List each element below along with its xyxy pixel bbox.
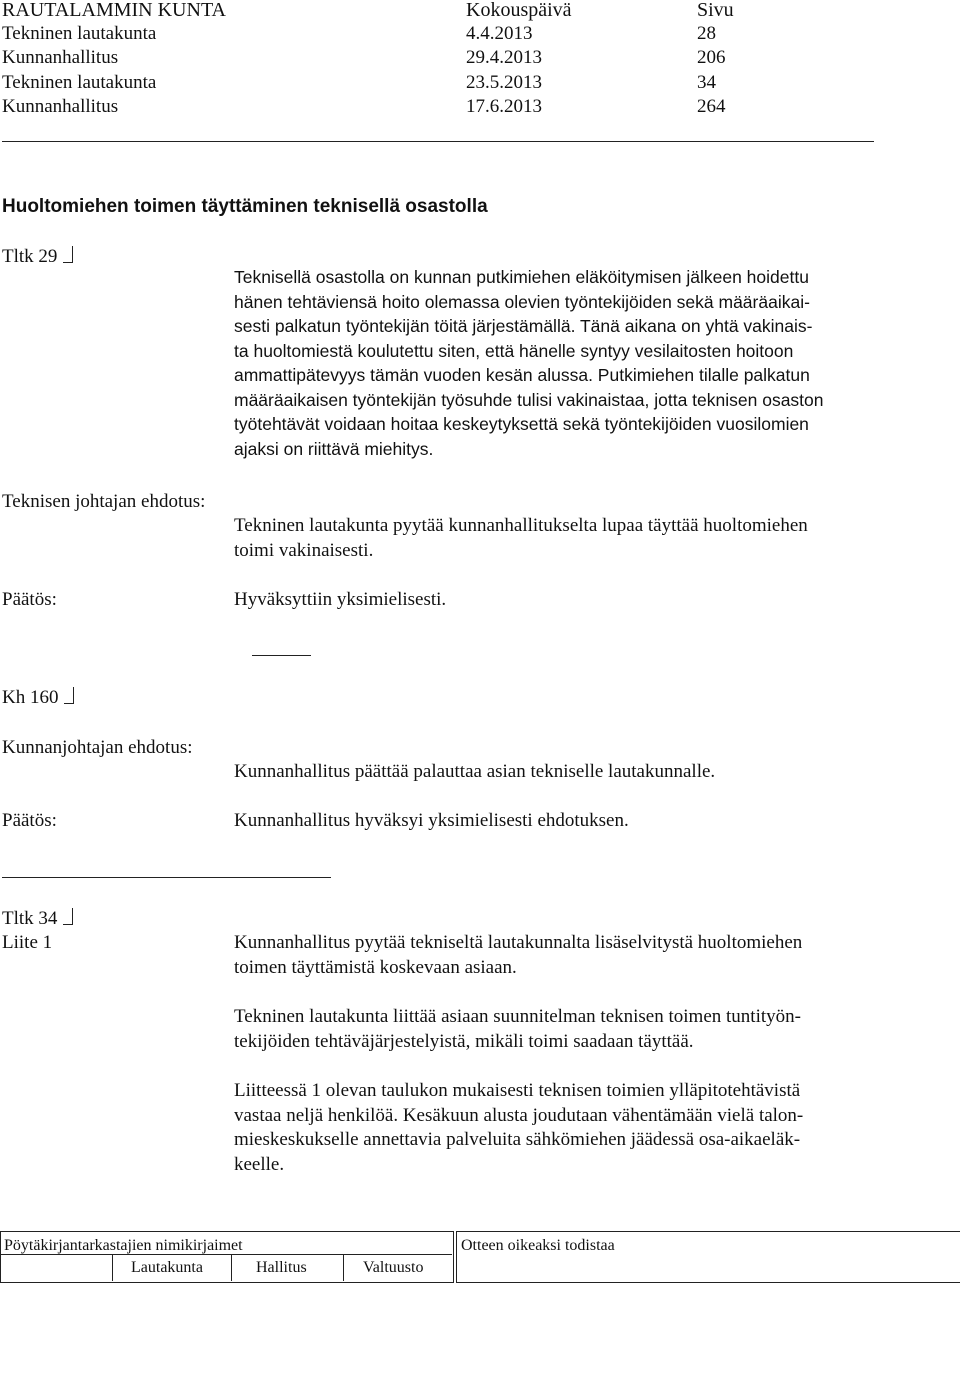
section-ref-tltk34 bbox=[2, 907, 73, 931]
section-mark-icon bbox=[64, 687, 74, 704]
org-name: RAUTALAMMIN KUNTA bbox=[2, 0, 227, 21]
sec1-proposal-label: Teknisen johtajan ehdotus: bbox=[2, 491, 206, 512]
sec3-paragraph-3 bbox=[234, 1079, 803, 1177]
header-row-body: Kunnanhallitus bbox=[2, 47, 119, 68]
footer-col-valtuusto: Valtuusto bbox=[363, 1259, 424, 1276]
para-line: ta huoltomiestä koulutettu siten, että hänelle syntyy vesilaitosten hoitoon bbox=[234, 340, 794, 361]
sec1-proposal bbox=[234, 514, 808, 563]
sec1-paragraph bbox=[234, 265, 824, 461]
section-ref-label: Tltk 29 bbox=[2, 246, 58, 267]
section-ref-kh160 bbox=[2, 686, 74, 710]
para-line: mieskeskukselle annettavia palveluita sähkömiehen jäädessä osa-aikaeläk- bbox=[234, 1129, 801, 1150]
para-line: määräaikaisen työntekijän työsuhde tulisi vakinaistaa, jotta teknisen osaston bbox=[234, 389, 824, 410]
sec3-paragraph-2 bbox=[234, 1005, 801, 1054]
col-header-date: Kokouspäivä bbox=[466, 0, 572, 21]
section-ref-label: Tltk 34 bbox=[2, 908, 58, 929]
certified-label: Otteen oikeaksi todistaa bbox=[461, 1237, 615, 1254]
para-line: Tekninen lautakunta liittää asiaan suunnitelman teknisen toimen tuntityön- bbox=[234, 1006, 801, 1027]
para-line: toimen täyttämistä koskevaan asiaan. bbox=[234, 956, 517, 978]
section-ref-tltk29 bbox=[2, 245, 73, 269]
proposal-line: Tekninen lautakunta pyytää kunnanhallitukselta lupaa täyttää huoltomiehen bbox=[234, 515, 808, 536]
para-line: ajaksi on riittävä miehitys. bbox=[234, 438, 434, 459]
header-row-body: Tekninen lautakunta bbox=[2, 23, 157, 44]
section-mark-icon bbox=[63, 246, 73, 263]
header-row-date: 17.6.2013 bbox=[466, 96, 542, 117]
footer-col-divider bbox=[343, 1254, 344, 1281]
header-row-date: 29.4.2013 bbox=[466, 47, 542, 68]
header-row-body: Tekninen lautakunta bbox=[2, 72, 157, 93]
col-header-page: Sivu bbox=[697, 0, 734, 21]
section-mark-icon bbox=[63, 908, 73, 925]
footer-col-hallitus: Hallitus bbox=[256, 1259, 307, 1276]
sec1-decision: Hyväksyttiin yksimielisesti. bbox=[234, 589, 447, 610]
page-title: Huoltomiehen toimen täyttäminen teknisellä osastolla bbox=[2, 196, 488, 217]
header-row-page: 34 bbox=[697, 72, 716, 93]
initials-label: Pöytäkirjantarkastajien nimikirjaimet bbox=[4, 1237, 243, 1254]
sec3-paragraph-1 bbox=[234, 931, 802, 980]
para-line: ammattipätevyys tämän vuoden kesän alussa. Putkimiehen tilalle palkatun bbox=[234, 365, 810, 385]
para-line: tekijöiden tehtäväjärjestelyistä, mikäli toimi saadaan täyttää. bbox=[234, 1030, 694, 1052]
para-line: vastaa neljä henkilöä. Kesäkuun alusta joudutaan vähentämään vielä talon- bbox=[234, 1104, 804, 1126]
header-row-body: Kunnanhallitus bbox=[2, 96, 119, 117]
sec2-proposal: Kunnanhallitus päättää palauttaa asian tekniselle lautakunnalle. bbox=[234, 761, 716, 782]
header-row-page: 206 bbox=[697, 47, 726, 68]
section-divider bbox=[252, 655, 311, 656]
proposal-line: toimi vakinaisesti. bbox=[234, 539, 374, 561]
header-divider bbox=[2, 141, 874, 142]
attachment-label: Liite 1 bbox=[2, 932, 53, 953]
sec1-decision-label: Päätös: bbox=[2, 589, 57, 610]
para-line: sesti palkatun työntekijän töitä järjestämällä. Tänä aikana on yhtä vakinais- bbox=[234, 316, 813, 336]
header-row-page: 264 bbox=[697, 96, 726, 117]
para-line: Liitteessä 1 olevan taulukon mukaisesti teknisen toimien ylläpitotehtävistä bbox=[234, 1080, 801, 1101]
header-row-page: 28 bbox=[697, 23, 716, 44]
footer-col-lautakunta: Lautakunta bbox=[131, 1259, 203, 1276]
para-line: Kunnanhallitus pyytää tekniseltä lautakunnalta lisäselvitystä huoltomiehen bbox=[234, 932, 803, 953]
sec2-decision-label: Päätös: bbox=[2, 810, 57, 831]
para-line: hänen tehtäviensä hoito olemassa olevien työntekijöiden sekä määräaikai- bbox=[234, 291, 810, 312]
footer-col-divider bbox=[112, 1254, 113, 1281]
header-row-date: 4.4.2013 bbox=[466, 23, 533, 44]
sec2-proposal-label: Kunnanjohtajan ehdotus: bbox=[2, 737, 193, 758]
para-line: keelle. bbox=[234, 1153, 285, 1175]
section-ref-label: Kh 160 bbox=[2, 687, 59, 708]
para-line: työtehtävät voidaan hoitaa keskeytyksettä sekä työntekijöiden vuosilomien bbox=[234, 414, 809, 434]
section-divider bbox=[2, 877, 331, 878]
header-row-date: 23.5.2013 bbox=[466, 72, 542, 93]
footer-col-divider bbox=[231, 1254, 232, 1281]
para-line: Teknisellä osastolla on kunnan putkimiehen eläköitymisen jälkeen hoidettu bbox=[234, 267, 809, 287]
sec2-decision: Kunnanhallitus hyväksyi yksimielisesti ehdotuksen. bbox=[234, 810, 629, 831]
